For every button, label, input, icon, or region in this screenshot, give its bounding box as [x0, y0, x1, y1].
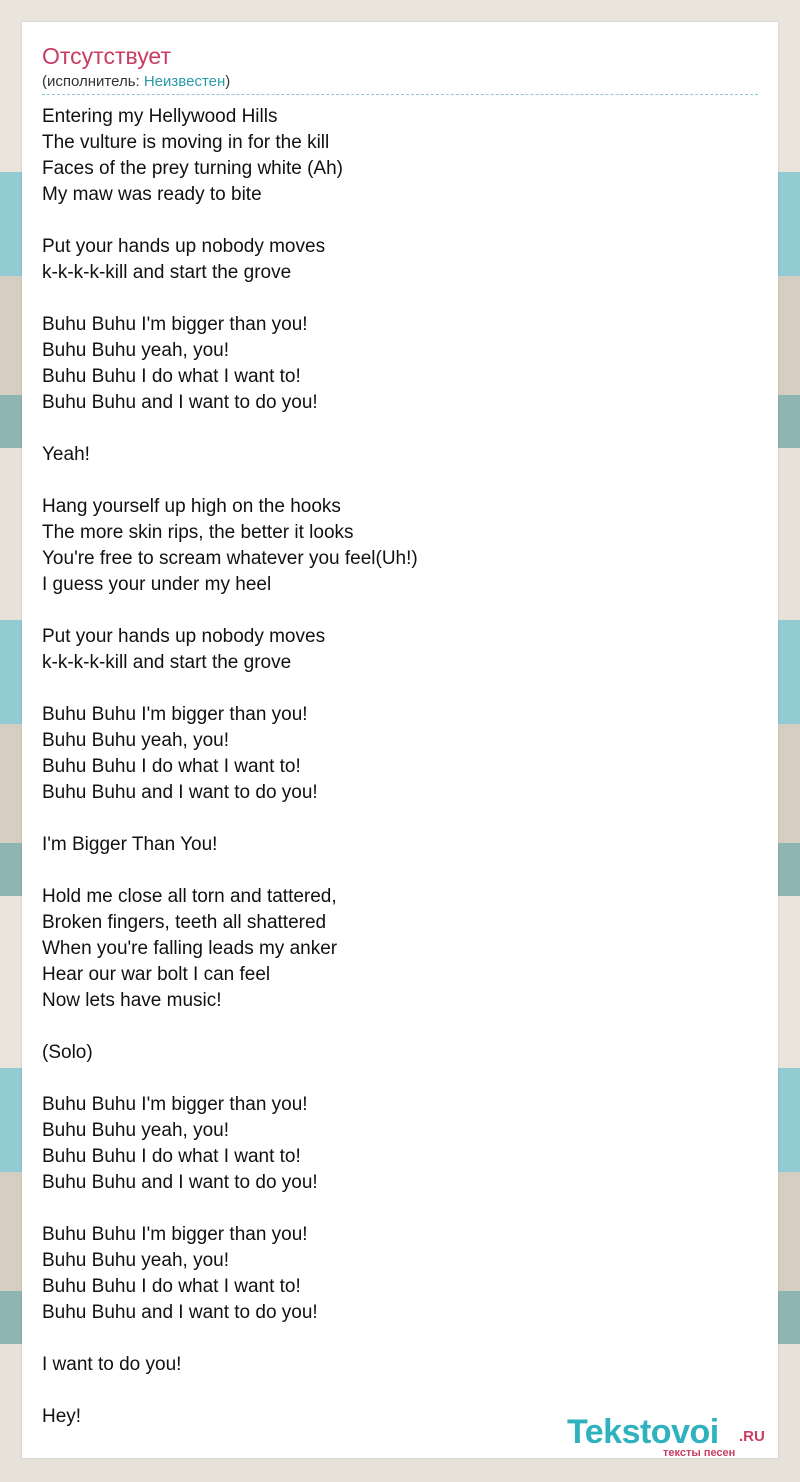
lyrics-line: (Solo) [42, 1042, 93, 1063]
lyrics-line [42, 286, 742, 312]
lyrics-line: Broken fingers, teeth all shattered [42, 912, 327, 933]
lyrics-card [22, 22, 778, 1458]
lyrics-line: Buhu Buhu yeah, you! [42, 340, 229, 361]
lyrics-line [42, 1196, 742, 1222]
lyrics-line [42, 1066, 742, 1092]
lyrics-line: I want to do you! [42, 1354, 182, 1375]
lyrics-line [42, 858, 742, 884]
site-logo[interactable] [567, 1414, 777, 1460]
artist-line [42, 72, 758, 95]
lyrics-line: Buhu Buhu and I want to do you! [42, 392, 318, 413]
lyrics-line: Hey! [42, 1406, 82, 1427]
lyrics-line: Buhu Buhu yeah, you! [42, 1250, 229, 1271]
lyrics-line: Buhu Buhu I do what I want to! [42, 1276, 301, 1297]
lyrics-line: Hold me close all torn and tattered, [42, 886, 337, 907]
lyrics-line: When you're falling leads my anker [42, 938, 338, 959]
logo-name: Tekstovoi [567, 1413, 719, 1451]
lyrics-line: Buhu Buhu yeah, you! [42, 1120, 229, 1141]
lyrics-line [42, 468, 742, 494]
lyrics-line: k-k-k-k-kill and start the grove [42, 262, 292, 283]
artist-prefix: (исполнитель: [42, 73, 144, 90]
artist-link[interactable]: Неизвестен [143, 73, 226, 90]
lyrics-line [42, 1326, 742, 1352]
lyrics-line [42, 208, 742, 234]
lyrics-line: k-k-k-k-kill and start the grove [42, 652, 292, 673]
lyrics-line [42, 598, 742, 624]
lyrics-line: Put your hands up nobody moves [42, 626, 326, 647]
lyrics-line: I guess your under my heel [42, 574, 272, 595]
lyrics-line: You're free to scream whatever you feel(Uh!) [42, 548, 418, 569]
lyrics-line: Buhu Buhu I'm bigger than you! [42, 314, 308, 335]
lyrics-line [42, 676, 742, 702]
lyrics-line: Faces of the prey turning white (Ah) [42, 158, 343, 179]
lyrics-line: Buhu Buhu yeah, you! [42, 730, 229, 751]
lyrics-line: The more skin rips, the better it looks [42, 522, 354, 543]
lyrics-line: Hang yourself up high on the hooks [42, 496, 341, 517]
lyrics-line: Buhu Buhu and I want to do you! [42, 1302, 318, 1323]
song-title: Отсутствует [42, 43, 171, 69]
lyrics-line: Buhu Buhu I do what I want to! [42, 366, 301, 387]
lyrics-text [42, 104, 742, 1430]
lyrics-line: Buhu Buhu I'm bigger than you! [42, 704, 308, 725]
lyrics-line [42, 416, 742, 442]
lyrics-line: The vulture is moving in for the kill [42, 132, 330, 153]
lyrics-line: Buhu Buhu I'm bigger than you! [42, 1224, 308, 1245]
lyrics-line [42, 806, 742, 832]
lyrics-line: My maw was ready to bite [42, 184, 262, 205]
lyrics-line: I'm Bigger Than You! [42, 834, 218, 855]
logo-tld: .RU [739, 1428, 765, 1445]
lyrics-line: Yeah! [42, 444, 90, 465]
lyrics-line [42, 1014, 742, 1040]
lyrics-line: Now lets have music! [42, 990, 222, 1011]
lyrics-line: Entering my Hellywood Hills [42, 106, 278, 127]
lyrics-line: Buhu Buhu and I want to do you! [42, 1172, 318, 1193]
lyrics-line [42, 1378, 742, 1404]
lyrics-line: Put your hands up nobody moves [42, 236, 326, 257]
lyrics-line: Buhu Buhu and I want to do you! [42, 782, 318, 803]
artist-suffix: ) [225, 73, 231, 90]
lyrics-line: Buhu Buhu I do what I want to! [42, 756, 301, 777]
lyrics-line: Hear our war bolt I can feel [42, 964, 271, 985]
logo-tagline: тексты песен [663, 1447, 736, 1459]
lyrics-line: Buhu Buhu I do what I want to! [42, 1146, 301, 1167]
lyrics-line: Buhu Buhu I'm bigger than you! [42, 1094, 308, 1115]
